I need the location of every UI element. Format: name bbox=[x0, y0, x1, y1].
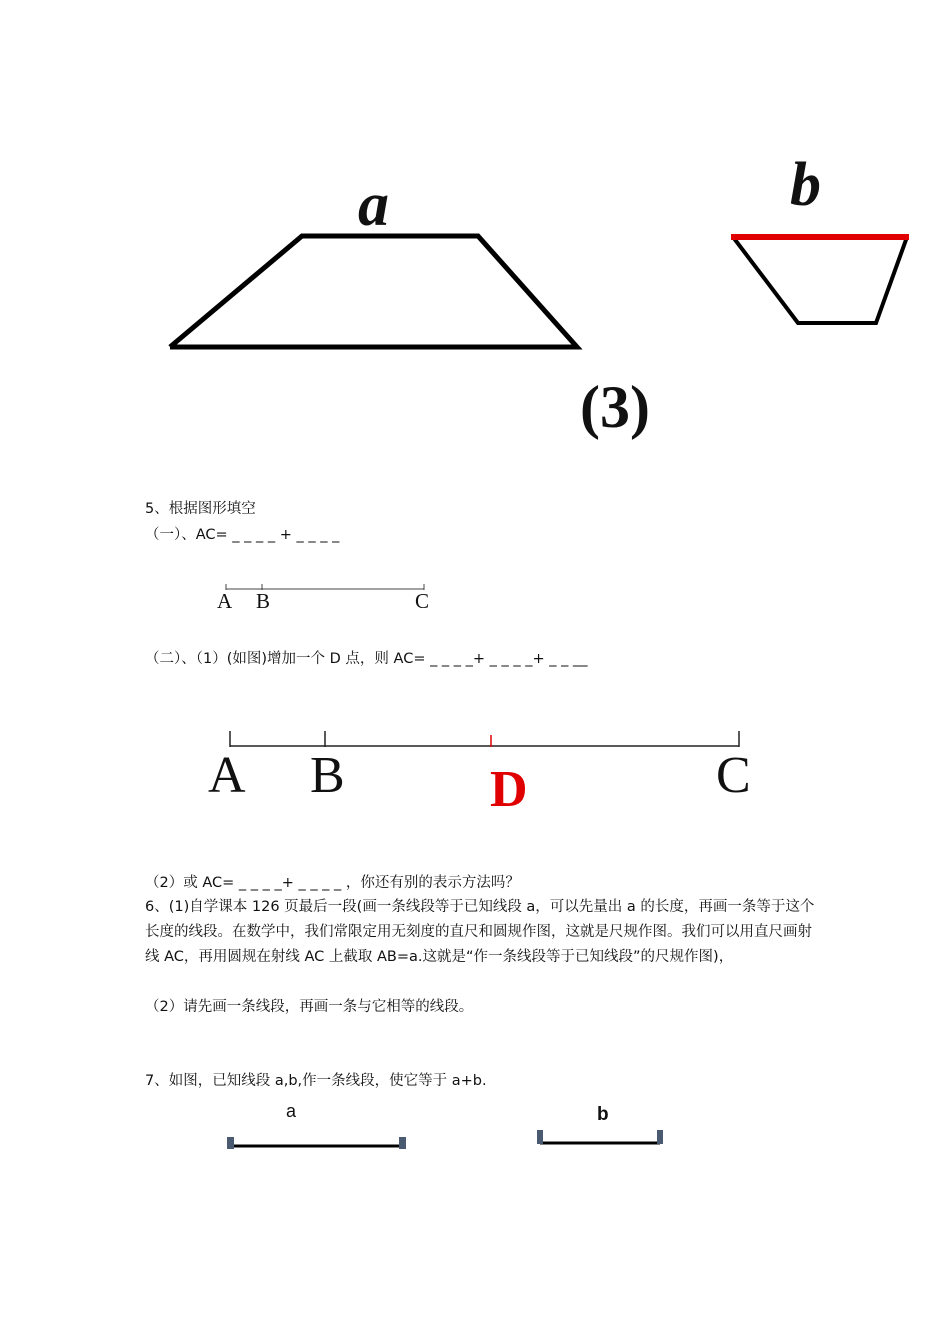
segment-b-label: b bbox=[597, 1104, 609, 1125]
q6-paragraph-1: 6、(1)自学课本 126 页最后一段(画一条线段等于已知线段 a，可以先量出 a 的长度，再画一条等于这个长度的线段。在数学中，我们常限定用无刻度的直尺和圆规作图，这就是尺规作图。我们可以用直尺画射线 AC，再用圆规在射线 AC 上截取 AB=a.这就是“作一条线段等于已知线段”的尺规作图)， bbox=[145, 899, 815, 965]
point-c-label: C bbox=[415, 589, 430, 613]
segment-a-label: a bbox=[286, 1101, 297, 1121]
point-b-big-label: B bbox=[310, 747, 345, 804]
point-b-label: B bbox=[256, 589, 271, 613]
figure-caption-3: (3) bbox=[580, 374, 650, 440]
point-c-big-label: C bbox=[716, 747, 751, 804]
point-a-label: A bbox=[217, 589, 233, 613]
point-a-big-label: A bbox=[208, 747, 246, 804]
q5-part2-2: （2）或 AC= _ _ _ _+ _ _ _ _ ，你还有别的表示方法吗？ bbox=[145, 875, 520, 891]
q5-part2-1: （二）、（1）(如图)增加一个 D 点，则 AC= _ _ _ _+ _ _ _ _+ _ _ __ bbox=[145, 651, 588, 667]
label-b-top: b bbox=[790, 151, 821, 219]
q5-title: 5、根据图形填空 bbox=[145, 501, 256, 517]
q6-paragraph-2: （2）请先画一条线段，再画一条与它相等的线段。 bbox=[145, 999, 474, 1015]
label-a-top: a bbox=[358, 171, 389, 239]
q7-title: 7、如图，已知线段 a,b,作一条线段，使它等于 a+b. bbox=[145, 1073, 487, 1089]
q5-part1: （一）、AC= _ _ _ _ + _ _ _ _ bbox=[145, 527, 340, 543]
point-d-big-label: D bbox=[490, 761, 528, 818]
